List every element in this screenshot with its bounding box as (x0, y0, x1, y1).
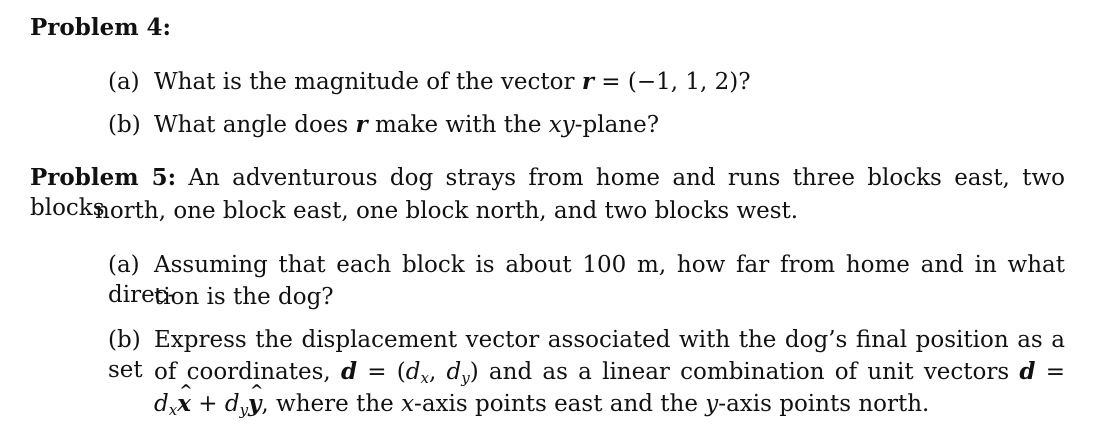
text: , (428, 359, 447, 385)
vector-r: r (581, 68, 594, 95)
part-b-label: (b) (108, 112, 141, 138)
vector-r: r (355, 111, 368, 138)
part-a-text-1: Assuming that each block is about 100 m, how far from home and in what direc- (108, 252, 1065, 308)
part-b-text-post: -plane? (574, 112, 660, 138)
dx-subscript: x (168, 401, 178, 419)
text: -axis points east and the (414, 391, 706, 417)
text: = ( (357, 359, 406, 385)
y-axis-var: y (705, 391, 719, 417)
x-unit-vector: x ^ (177, 389, 191, 419)
vector-d: d (1019, 358, 1036, 385)
problem-5-text-1: An adventurous dog strays from home and runs three blocks east, two blocks (30, 165, 1065, 221)
part-a-label: (a) (108, 69, 140, 95)
part-b-label: (b) (108, 327, 141, 353)
problem-4-part-b (108, 110, 659, 140)
problem-5-part-a-line-2: tion is the dog? (154, 284, 334, 310)
x-axis-var: x (401, 391, 415, 417)
part-a-label: (a) (108, 252, 140, 278)
problem-5-part-b-line-2 (154, 357, 1065, 393)
problem-4-heading: Problem 4: (30, 14, 172, 41)
problem-5-text-2: north, one block east, one block north, and two blocks west. (95, 198, 799, 224)
part-b-text-pre: What angle does (154, 112, 356, 138)
part-b-text-1: Express the displacement vector associated with the dog’s final position as a set (108, 327, 1065, 383)
vector-d: d (340, 358, 358, 385)
vector-r-value: = (−1, 1, 2)? (593, 69, 751, 95)
text: ) and as a linear combination of unit vectors (469, 359, 1020, 385)
dy-var: d (446, 359, 462, 385)
text: = (1035, 359, 1066, 385)
problem-5-heading: Problem 5: (30, 164, 177, 191)
problem-4-part-a (108, 67, 751, 97)
text: + (190, 391, 225, 417)
part-b-text-mid: make with the (367, 112, 549, 138)
dy-subscript: y (239, 401, 249, 419)
dx-subscript: x (420, 369, 429, 387)
xy-plane-var: xy (548, 112, 575, 138)
dy-var: d (224, 391, 240, 417)
text: , where the (261, 391, 402, 417)
dx-var: d (405, 359, 421, 385)
part-a-text: What is the magnitude of the vector (154, 69, 582, 95)
dy-subscript: y (461, 369, 470, 387)
y-unit-vector: y ^ (248, 389, 261, 419)
text: of coordinates, (154, 359, 341, 385)
problem-5-part-b-line-3 (154, 389, 929, 425)
dx-var: d (154, 391, 169, 417)
text: -axis points north. (718, 391, 930, 417)
